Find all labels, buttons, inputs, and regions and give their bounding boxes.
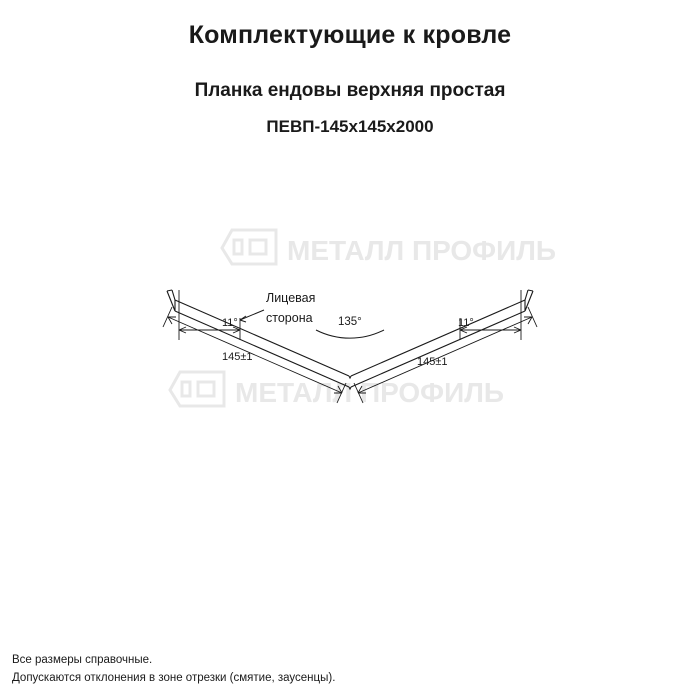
watermark-text: МЕТАЛЛ ПРОФИЛЬ [287,235,556,266]
watermark-top [222,230,556,266]
left-length-label: 145±1 [222,351,253,363]
right-flange-label: 11° [458,317,474,329]
right-length-label: 145±1 [417,356,448,368]
watermark-text: МЕТАЛЛ ПРОФИЛЬ [235,377,504,408]
footer-line-2: Допускаются отклонения в зоне отрезки (смятие, заусенцы). [12,672,336,685]
angle-arc [316,330,384,338]
profile-outline [167,290,533,389]
page-title: Комплектующие к кровле [188,21,512,49]
face-label-line2: сторона [266,311,313,325]
face-side-callout [240,291,315,325]
product-name: Планка ендовы верхняя простая [194,80,506,101]
face-label-line1: Лицевая [266,291,316,305]
technical-drawing [0,180,700,480]
footer-line-1: Все размеры справочные. [12,654,153,667]
left-flange-label: 11° [222,317,238,329]
angle-label: 135° [338,316,362,328]
footer-notes [12,652,335,688]
metall-profil-logo-icon [222,230,276,264]
metall-profil-logo-icon [170,372,224,406]
product-code: ПЕВП-145х145х2000 [266,116,434,136]
drawing-svg [0,180,700,480]
title-block [0,20,700,137]
